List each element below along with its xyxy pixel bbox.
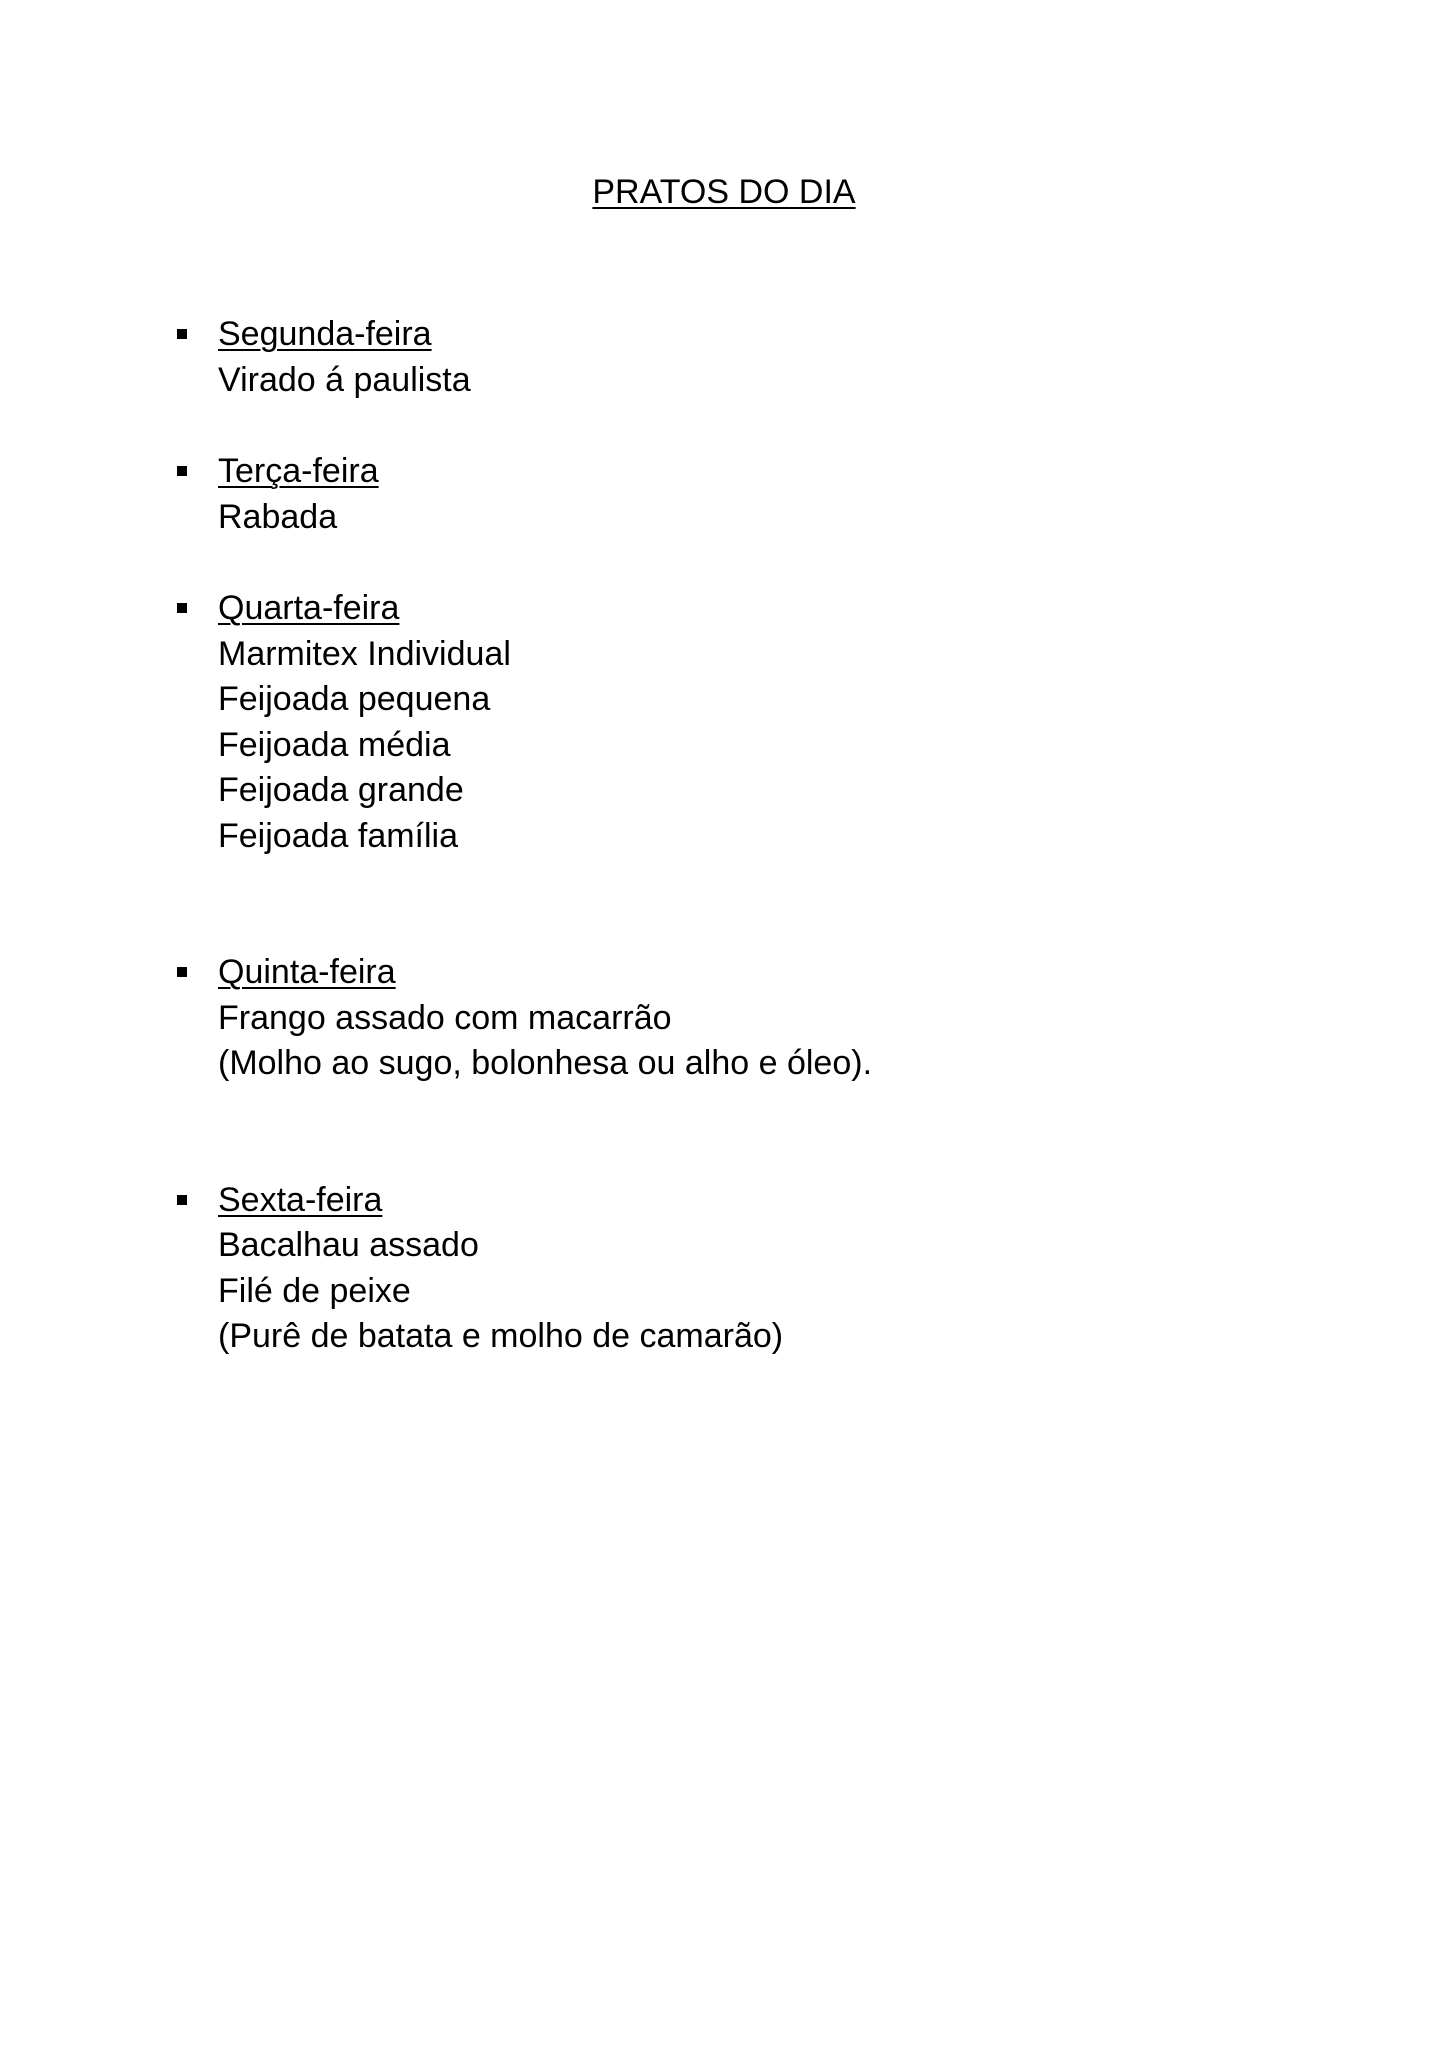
day-name: Terça-feira xyxy=(218,452,379,490)
day-name: Sexta-feira xyxy=(218,1180,383,1219)
square-bullet-icon xyxy=(177,329,187,339)
dish-item: Rabada xyxy=(218,497,338,536)
day-friday xyxy=(0,1178,1448,1360)
square-bullet-icon xyxy=(177,466,187,476)
dish-item: Feijoada família xyxy=(218,816,459,855)
square-bullet-icon xyxy=(177,967,187,977)
dish-item: Virado á paulista xyxy=(218,360,471,399)
day-monday xyxy=(0,312,1448,403)
dish-item: Feijoada pequena xyxy=(218,680,491,718)
day-name: Segunda-feira xyxy=(218,315,432,353)
day-thursday xyxy=(0,950,1448,1087)
dish-item: Filé de peixe xyxy=(218,1271,411,1310)
page-title: PRATOS DO DIA xyxy=(592,173,856,211)
dish-item: (Molho ao sugo, bolonhesa ou alho e óleo). xyxy=(218,1044,873,1082)
day-name: Quarta-feira xyxy=(218,589,400,627)
square-bullet-icon xyxy=(177,1195,187,1205)
day-tuesday xyxy=(0,449,1448,540)
dish-item: Marmitex Individual xyxy=(218,634,511,673)
dish-item: (Purê de batata e molho de camarão) xyxy=(218,1317,784,1355)
daily-menu-list xyxy=(0,312,1448,1360)
day-name: Quinta-feira xyxy=(218,953,396,991)
day-wednesday xyxy=(0,586,1448,859)
dish-item: Bacalhau assado xyxy=(218,1226,479,1264)
dish-item: Frango assado com macarrão xyxy=(218,998,672,1037)
square-bullet-icon xyxy=(177,603,187,613)
dish-item: Feijoada média xyxy=(218,725,451,764)
dish-item: Feijoada grande xyxy=(218,771,464,809)
